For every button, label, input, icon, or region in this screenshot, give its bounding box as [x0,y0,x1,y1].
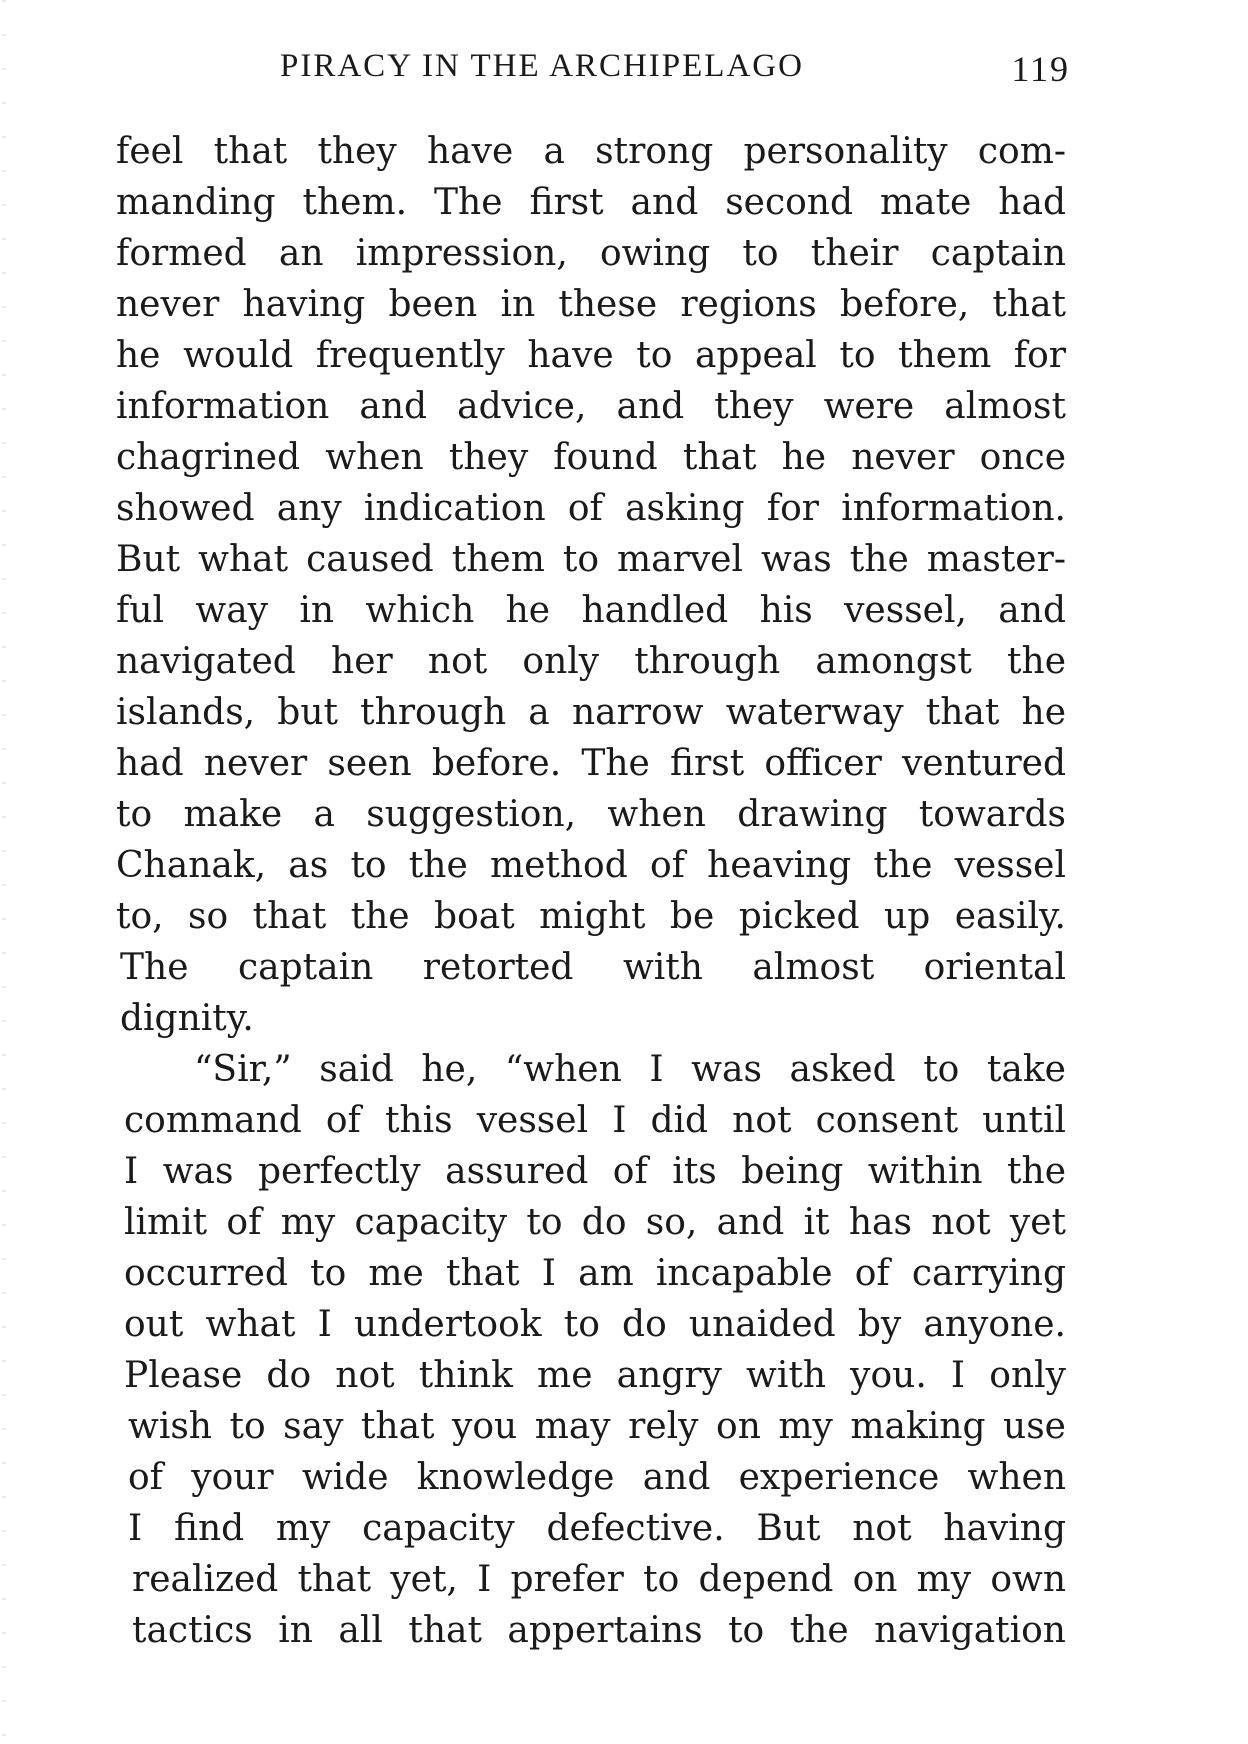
text-line: chagrined when they found that he never once [116,437,1066,478]
text-line: ful way in which he handled his vessel, and [116,590,1066,631]
text-line: I was perfectly assured of its being within the [124,1151,1066,1192]
text-line: manding them. The first and second mate had [116,182,1066,223]
text-line: navigated her not only through amongst the [116,641,1066,682]
text-line: occurred to me that I am incapable of carrying [124,1253,1066,1294]
text-line: tactics in all that appertains to the navigation [132,1610,1066,1651]
text-line: “Sir,” said he, “when I was asked to take [194,1049,1066,1090]
text-line: to, so that the boat might be picked up easily. [116,896,1066,937]
page-number: 119 [1011,49,1070,89]
text-line: out what I undertook to do unaided by anyone. [124,1304,1066,1345]
scan-edge-marks [2,0,6,1744]
text-line: limit of my capacity to do so, and it has not yet [124,1202,1066,1243]
text-line: had never seen before. The first officer ventured [116,743,1066,784]
text-line: never having been in these regions before, that [116,284,1066,325]
text-line: The captain retorted with almost oriental [120,947,1066,988]
text-line: showed any indication of asking for information. [116,488,1066,529]
text-line: Chanak, as to the method of heaving the vessel [116,845,1066,886]
text-line: I find my capacity defective. But not having [128,1508,1066,1549]
text-line: Please do not think me angry with you. I only [124,1355,1066,1396]
body-text [116,126,1066,1656]
running-head [280,48,1070,92]
running-head-title: PIRACY IN THE ARCHIPELAGO [280,48,804,84]
text-line: of your wide knowledge and experience when [128,1457,1066,1498]
text-line: formed an impression, owing to their captain [116,233,1066,274]
text-line: dignity. [120,998,254,1039]
text-line: realized that yet, I prefer to depend on my own [132,1559,1066,1600]
text-line: information and advice, and they were almost [116,386,1066,427]
text-line: wish to say that you may rely on my making use [128,1406,1066,1447]
text-line: to make a suggestion, when drawing towards [116,794,1066,835]
text-line: But what caused them to marvel was the master- [116,539,1066,580]
text-line: islands, but through a narrow waterway that he [116,692,1066,733]
text-line: he would frequently have to appeal to them for [116,335,1066,376]
text-line: feel that they have a strong personality com- [116,131,1066,172]
text-line: command of this vessel I did not consent until [124,1100,1066,1141]
